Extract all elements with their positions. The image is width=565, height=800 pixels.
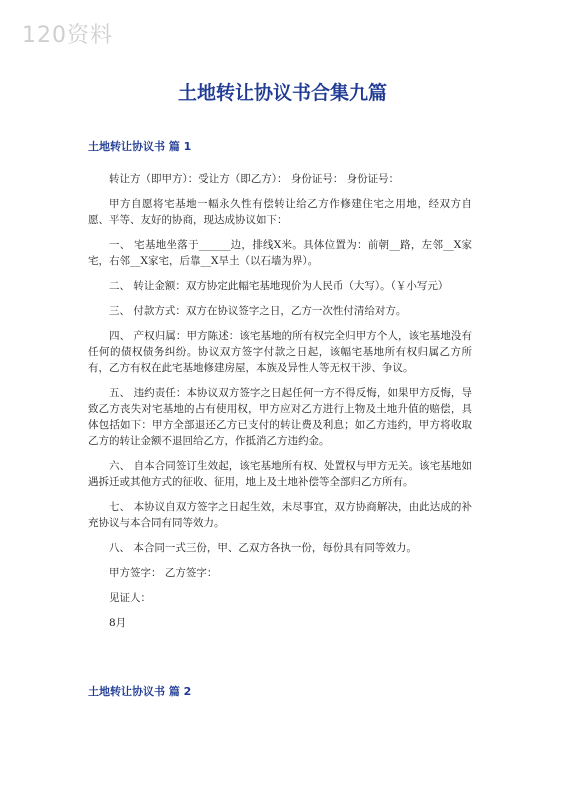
witness-line: 见证人： [109,592,151,604]
signature-line: 甲方签字： 乙方签字： [109,567,218,579]
clause-3-payment: 三、 付款方式：双方在协议签字之日，乙方一次性付清给对方。 [109,305,407,317]
parties-line: 转让方（即甲方）：受让方（即乙方）： 身份证号： 身份证号： [109,173,400,185]
clause-2-amount: 二、 转让金额：双方协定此幅宅基地现价为人民币（大写）。（￥小写元） [109,280,449,292]
clause-8-copies: 八、 本合同一式三份，甲、乙双方各执一份，每份具有同等效力。 [109,542,417,554]
clause-6-rights: 六、 自本合同签订生效起，该宅基地所有权、处置权与甲方无关。该宅基地如遇拆迁或其他方式的征收、征用，地上及土地补偿等全部归乙方所有。 [88,460,472,488]
clause-1-location: 一、 宅基地坐落于______边，排线X米。具体位置为：前朝__路，左邻__X家宅，右邻__X家宅，后靠__X旱土（以石墙为界）。 [88,239,472,267]
clause-7-effect: 七、 本协议自双方签字之日起生效，未尽事宜，双方协商解决，由此达成的补充协议与本合同有同等效力。 [88,501,472,529]
document-body [88,171,472,640]
watermark-logo: 120资料 [22,23,113,48]
section-heading-1: 土地转让协议书 篇 1 [88,140,192,153]
document-title: 土地转让协议书合集九篇 [177,82,387,104]
date-line: 8月 [109,617,127,629]
intro-paragraph: 甲方自愿将宅基地一幅永久性有偿转让给乙方作修建住宅之用地，经双方自愿、平等、友好的协商，现达成协议如下： [88,198,472,226]
section-heading-2: 土地转让协议书 篇 2 [88,685,192,698]
clause-5-breach: 五、 违约责任：本协议双方签字之日起任何一方不得反悔，如果甲方反悔，导致乙方丧失对宅基地的占有使用权，甲方应对乙方进行上物及土地升值的赔偿，具体包括如下：甲方全部退还乙方已支付的转让费及利息；如乙方违约，甲方将收取乙方的转让金额不退回给乙方，作抵消乙方违约金。 [88,387,472,447]
clause-4-ownership: 四、 产权归属：甲方陈述：该宅基地的所有权完全归甲方个人，该宅基地没有任何的债权债务纠纷。协议双方签字付款之日起，该幅宅基地所有权归属乙方所有，乙方有权在此宅基地修建房屋，本族及异性人等无权干涉、争议。 [88,330,472,374]
